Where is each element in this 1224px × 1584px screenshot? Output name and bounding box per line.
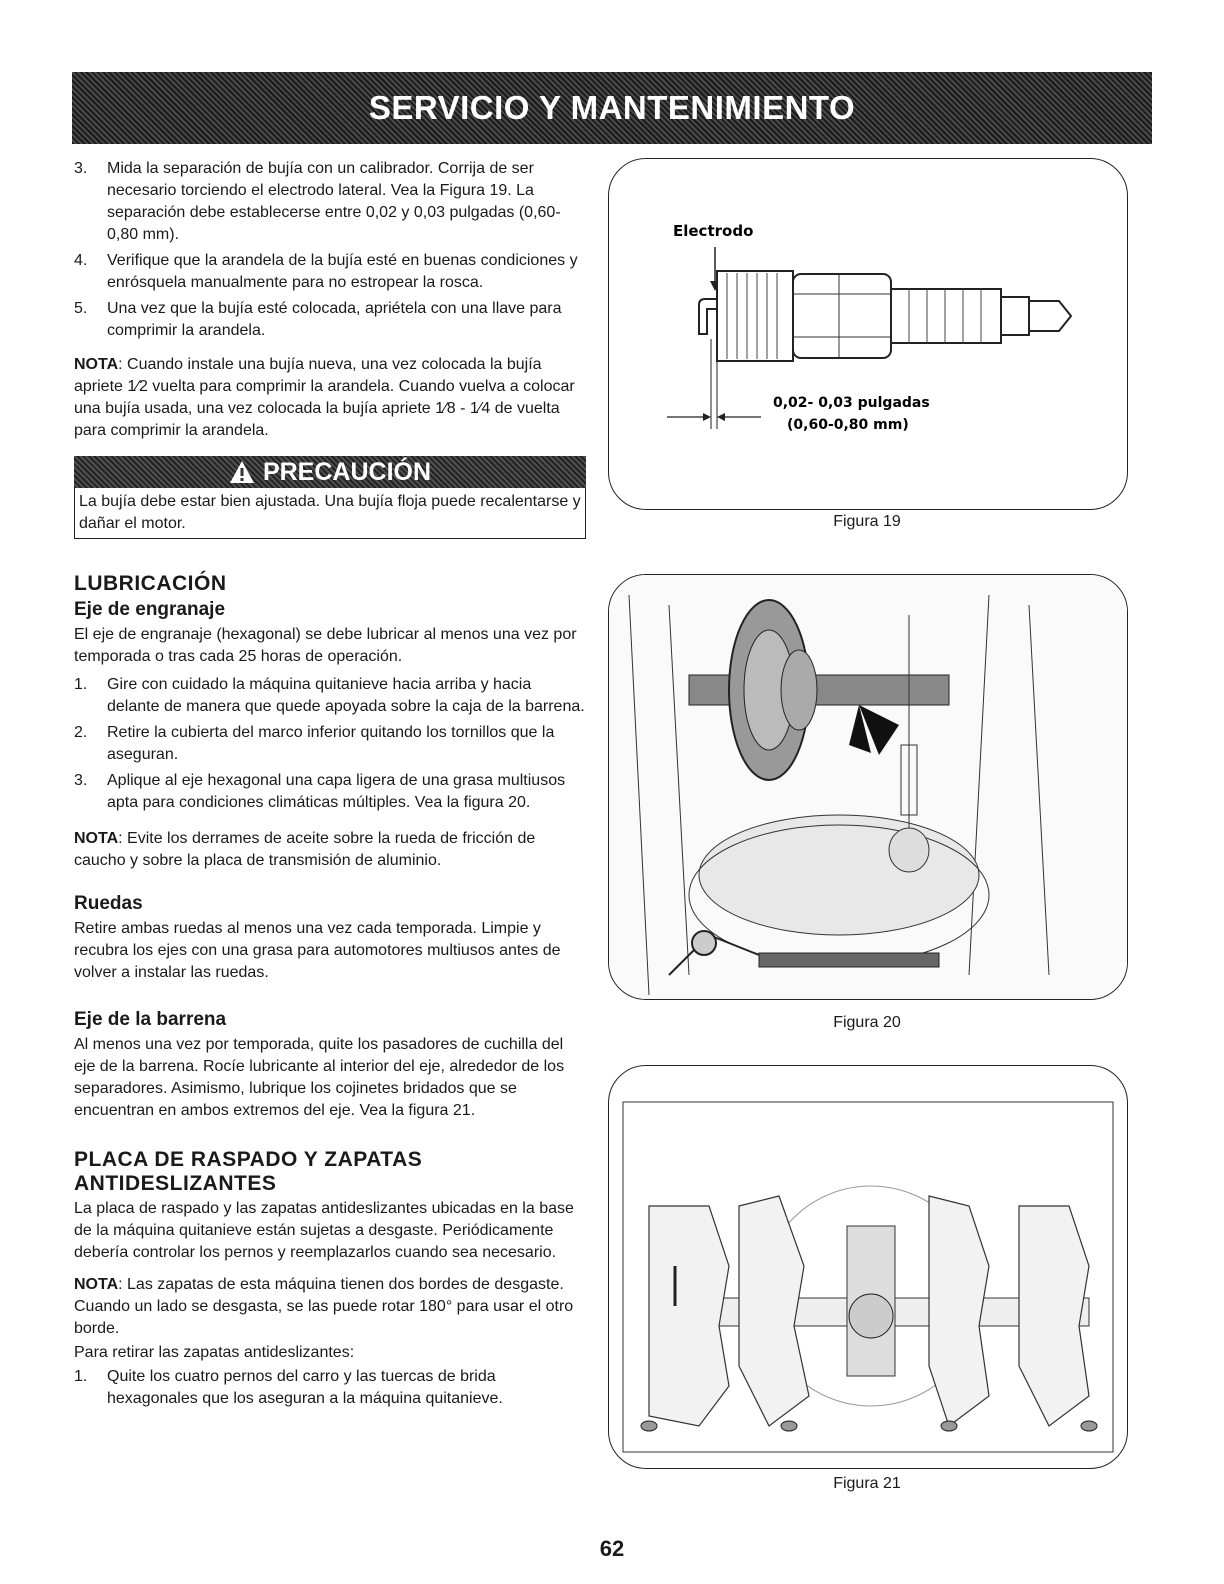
- scraper-instructions-intro: Para retirar las zapatas antideslizantes:: [74, 1344, 355, 1361]
- list-item: [74, 770, 586, 814]
- wheels-heading: Ruedas: [74, 893, 143, 914]
- step-number: 3.: [74, 772, 88, 789]
- list-item: [74, 298, 586, 342]
- figure-19: [608, 158, 1128, 510]
- electrode-label: Electrodo: [673, 222, 754, 240]
- gap-mm-label: (0,60-0,80 mm): [787, 417, 909, 433]
- note-label: NOTA: [74, 1276, 119, 1293]
- gear-shaft-intro: El eje de engranaje (hexagonal) se debe lubricar al menos una vez por temporada o tras cada 25 horas de operación.: [74, 626, 577, 665]
- list-item: [74, 158, 586, 246]
- caution-text: La bujía debe estar bien ajustada. Una bujía floja puede recalentarse y dañar el motor.: [74, 488, 586, 539]
- step-number: 1.: [74, 676, 88, 693]
- step-text: Aplique al eje hexagonal una capa ligera de una grasa multiusos apta para condiciones climáticas múltiples. Vea la figura 20.: [107, 772, 566, 811]
- caution-block: [74, 456, 586, 539]
- step-text: Retire la cubierta del marco inferior quitando los tornillos que la aseguran.: [107, 724, 555, 763]
- lubrication-heading: LUBRICACIÓN: [74, 572, 227, 595]
- figure-19-caption: Figura 19: [833, 513, 901, 530]
- figure-21: [608, 1065, 1128, 1469]
- caution-bar: [74, 456, 586, 488]
- figure-20: [608, 574, 1128, 1000]
- note-label: NOTA: [74, 830, 119, 847]
- section-title: SERVICIO Y MANTENIMIENTO: [368, 89, 856, 126]
- auger-shaft-heading: Eje de la barrena: [74, 1009, 227, 1030]
- list-item: [74, 1366, 586, 1410]
- list-item: [74, 722, 586, 766]
- step-number: 2.: [74, 724, 88, 741]
- step-text: Quite los cuatro pernos del carro y las tuercas de brida hexagonales que los aseguran a la máquina quitanieve.: [107, 1368, 503, 1407]
- left-column-lubrication: [74, 572, 586, 1414]
- gap-inches-label: 0,02- 0,03 pulgadas: [773, 395, 930, 411]
- gear-shaft-illustration: [609, 575, 1127, 999]
- step-text: Gire con cuidado la máquina quitanieve hacia arriba y hacia delante de manera que quede apoyada sobre la caja de la barrena.: [107, 676, 585, 715]
- auger-illustration: [609, 1066, 1127, 1468]
- note-paragraph: [74, 1274, 586, 1340]
- spark-plug-illustration: [609, 159, 1127, 509]
- scraper-text: La placa de raspado y las zapatas antideslizantes ubicadas en la base de la máquina quitanieve están sujetas a desgaste. Periódicamente debería controlar los pernos y reemplazarlos cuando sea necesario.: [74, 1200, 574, 1261]
- step-number: 3.: [74, 160, 88, 177]
- caution-title: PRECAUCIÓN: [262, 458, 432, 486]
- step-text: Una vez que la bujía esté colocada, apriétela con una llave para comprimir la arandela.: [107, 300, 562, 339]
- note-label: NOTA: [74, 356, 119, 373]
- note-text: : Las zapatas de esta máquina tienen dos bordes de desgaste. Cuando un lado se desgasta, se las puede rotar 180° para usar el otro borde.: [74, 1276, 574, 1337]
- note-text: : Evite los derrames de aceite sobre la rueda de fricción de caucho y sobre la placa de transmisión de aluminio.: [74, 830, 536, 869]
- wheels-text: Retire ambas ruedas al menos una vez cada temporada. Limpie y recubra los ejes con una grasa para automotores multiusos antes de volver a instalar las ruedas.: [74, 920, 561, 981]
- step-number: 1.: [74, 1368, 88, 1385]
- step-text: Mida la separación de bujía con un calibrador. Corrija de ser necesario torciendo el electrodo lateral. Vea la Figura 19. La separación debe establecerse entre 0,02 y 0,03 pulgadas (0,60-0,80 mm).: [107, 160, 561, 243]
- step-number: 5.: [74, 300, 88, 317]
- auger-shaft-text: Al menos una vez por temporada, quite los pasadores de cuchilla del eje de la barrena. Rocíe lubricante al interior del eje, alrededor de los separadores. Asimismo, lubrique los cojinetes bridados que se encuentran en ambos extremos del eje. Vea la figura 21.: [74, 1036, 565, 1119]
- note-paragraph: [74, 828, 586, 872]
- note-paragraph: [74, 354, 586, 442]
- scraper-steps: [74, 1366, 586, 1410]
- section-banner: [72, 72, 1152, 144]
- scraper-heading: PLACA DE RASPADO Y ZAPATAS ANTIDESLIZANTES: [74, 1148, 423, 1195]
- note-text: : Cuando instale una bujía nueva, una vez colocada la bujía apriete 1⁄2 vuelta para comprimir la arandela. Cuando vuelva a colocar una bujía usada, una vez colocada la bujía apriete 1⁄8 - 1⁄4 de vuelta para comprimir la arandela.: [74, 356, 575, 439]
- step-number: 4.: [74, 252, 88, 269]
- warning-icon: [229, 460, 255, 484]
- left-column-top: [74, 158, 586, 539]
- step-text: Verifique que la arandela de la bujía esté en buenas condiciones y enrósquela manualmente para no estropear la rosca.: [107, 252, 578, 291]
- figure-21-caption: Figura 21: [833, 1475, 901, 1492]
- figure-20-caption: Figura 20: [833, 1014, 901, 1031]
- gear-shaft-heading: Eje de engranaje: [74, 599, 226, 620]
- steps-list-top: [74, 158, 586, 342]
- page-number: 62: [599, 1536, 625, 1561]
- list-item: [74, 250, 586, 294]
- list-item: [74, 674, 586, 718]
- lubrication-steps: [74, 674, 586, 814]
